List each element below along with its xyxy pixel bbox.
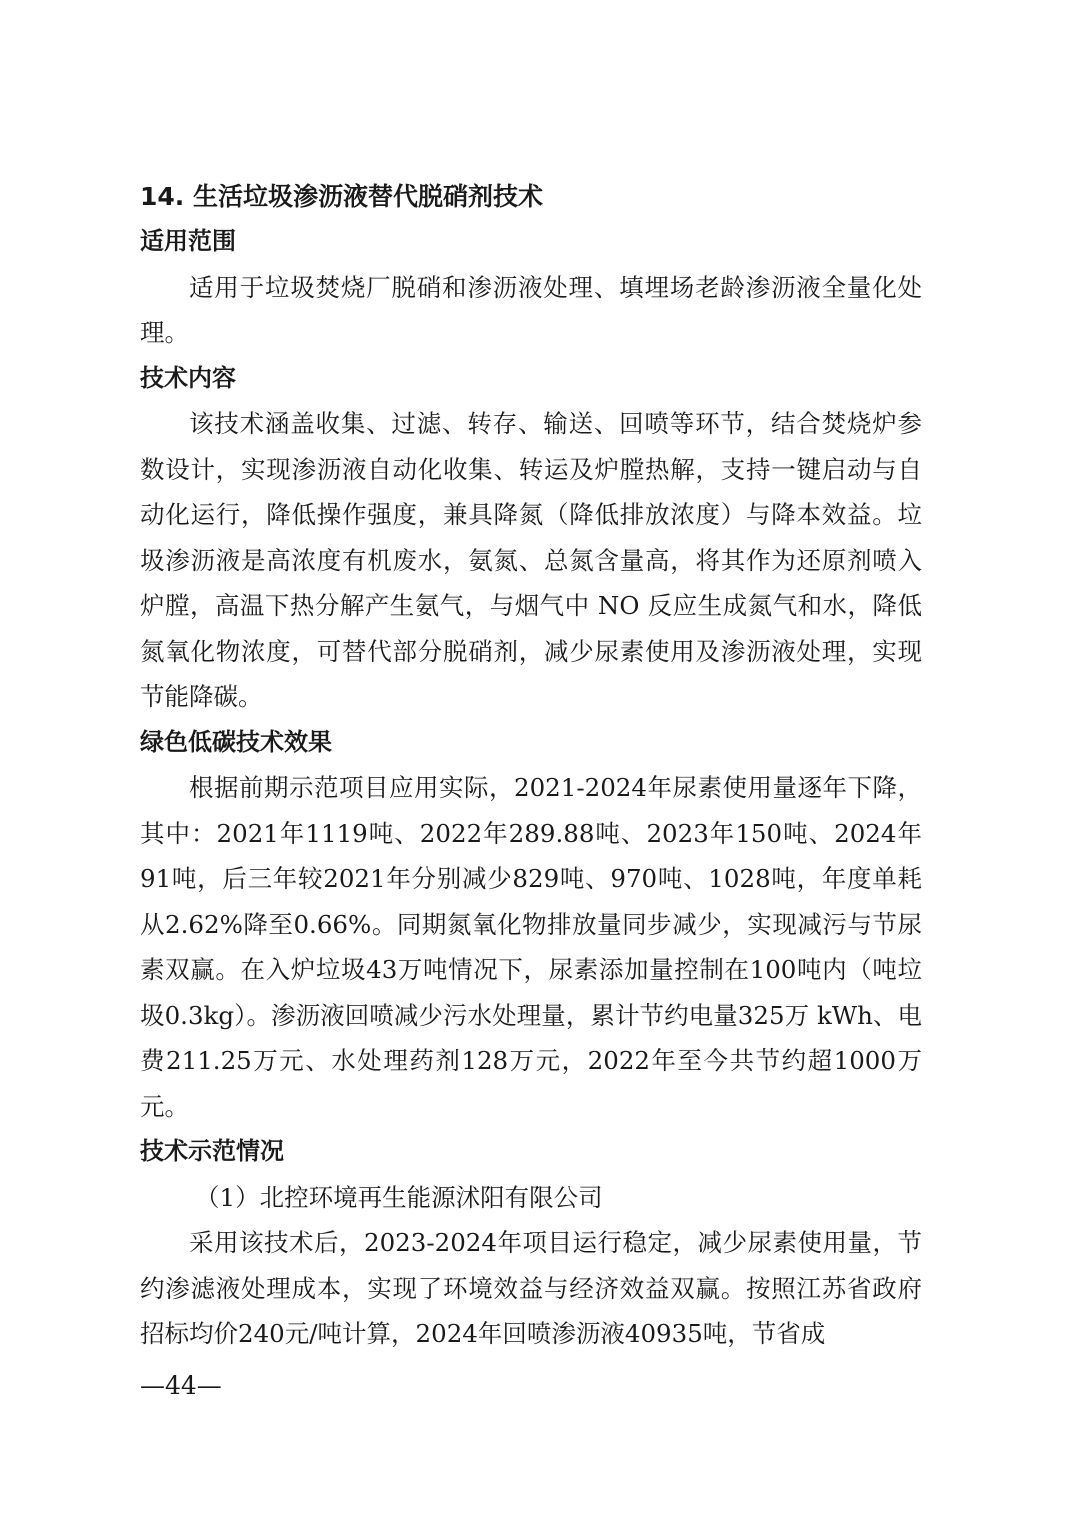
effect-paragraph: 根据前期示范项目应用实际，2021-2024年尿素使用量逐年下降，其中：2021年1119吨、2022年289.88吨、2023年150吨、2024年91吨，后三年较2021年分别减少829吨、970吨、1028吨，年度单耗从2.62%降至0.66%。同期氮氧化物排放量同步减少，实现减污与节尿素双赢。在入炉垃圾43万吨情况下，尿素添加量控制在100吨内（吨垃圾0.3kg）。渗沥液回喷减少污水处理量，累计节约电量325万 kWh、电费211.25万元、水处理药剂128万元，2022年至今共节约超1000万元。	[140, 773, 922, 1121]
document-title: 14. 生活垃圾渗沥液替代脱硝剂技术	[140, 182, 543, 211]
demo-heading: 技术示范情况	[140, 1137, 284, 1165]
demo-company-name: （1）北控环境再生能源沭阳有限公司	[195, 1182, 603, 1212]
document-body	[140, 174, 922, 1357]
scope-heading: 适用范围	[140, 227, 236, 255]
demo-paragraph: 采用该技术后，2023-2024年项目运行稳定，减少尿素使用量，节约渗滤液处理成本，实现了环境效益与经济效益双赢。按照江苏省政府招标均价240元/吨计算，2024年回喷渗沥液40935吨，节省成	[140, 1228, 922, 1348]
content-paragraph: 该技术涵盖收集、过滤、转存、输送、回喷等环节，结合焚烧炉参数设计，实现渗沥液自动化收集、转运及炉膛热解，支持一键启动与自动化运行，降低操作强度，兼具降氮（降低排放浓度）与降本效益。垃圾渗沥液是高浓度有机废水，氨氮、总氮含量高，将其作为还原剂喷入炉膛，高温下热分解产生氨气，与烟气中 NO 反应生成氮气和水，降低氮氧化物浓度，可替代部分脱硝剂，减少尿素使用及渗沥液处理，实现节能降碳。	[140, 409, 922, 711]
scope-paragraph: 适用于垃圾焚烧厂脱硝和渗沥液处理、填埋场老龄渗沥液全量化处理。	[140, 272, 922, 347]
content-heading: 技术内容	[140, 363, 236, 392]
effect-heading: 绿色低碳技术效果	[140, 727, 332, 756]
page-number: —44—	[140, 1371, 222, 1400]
